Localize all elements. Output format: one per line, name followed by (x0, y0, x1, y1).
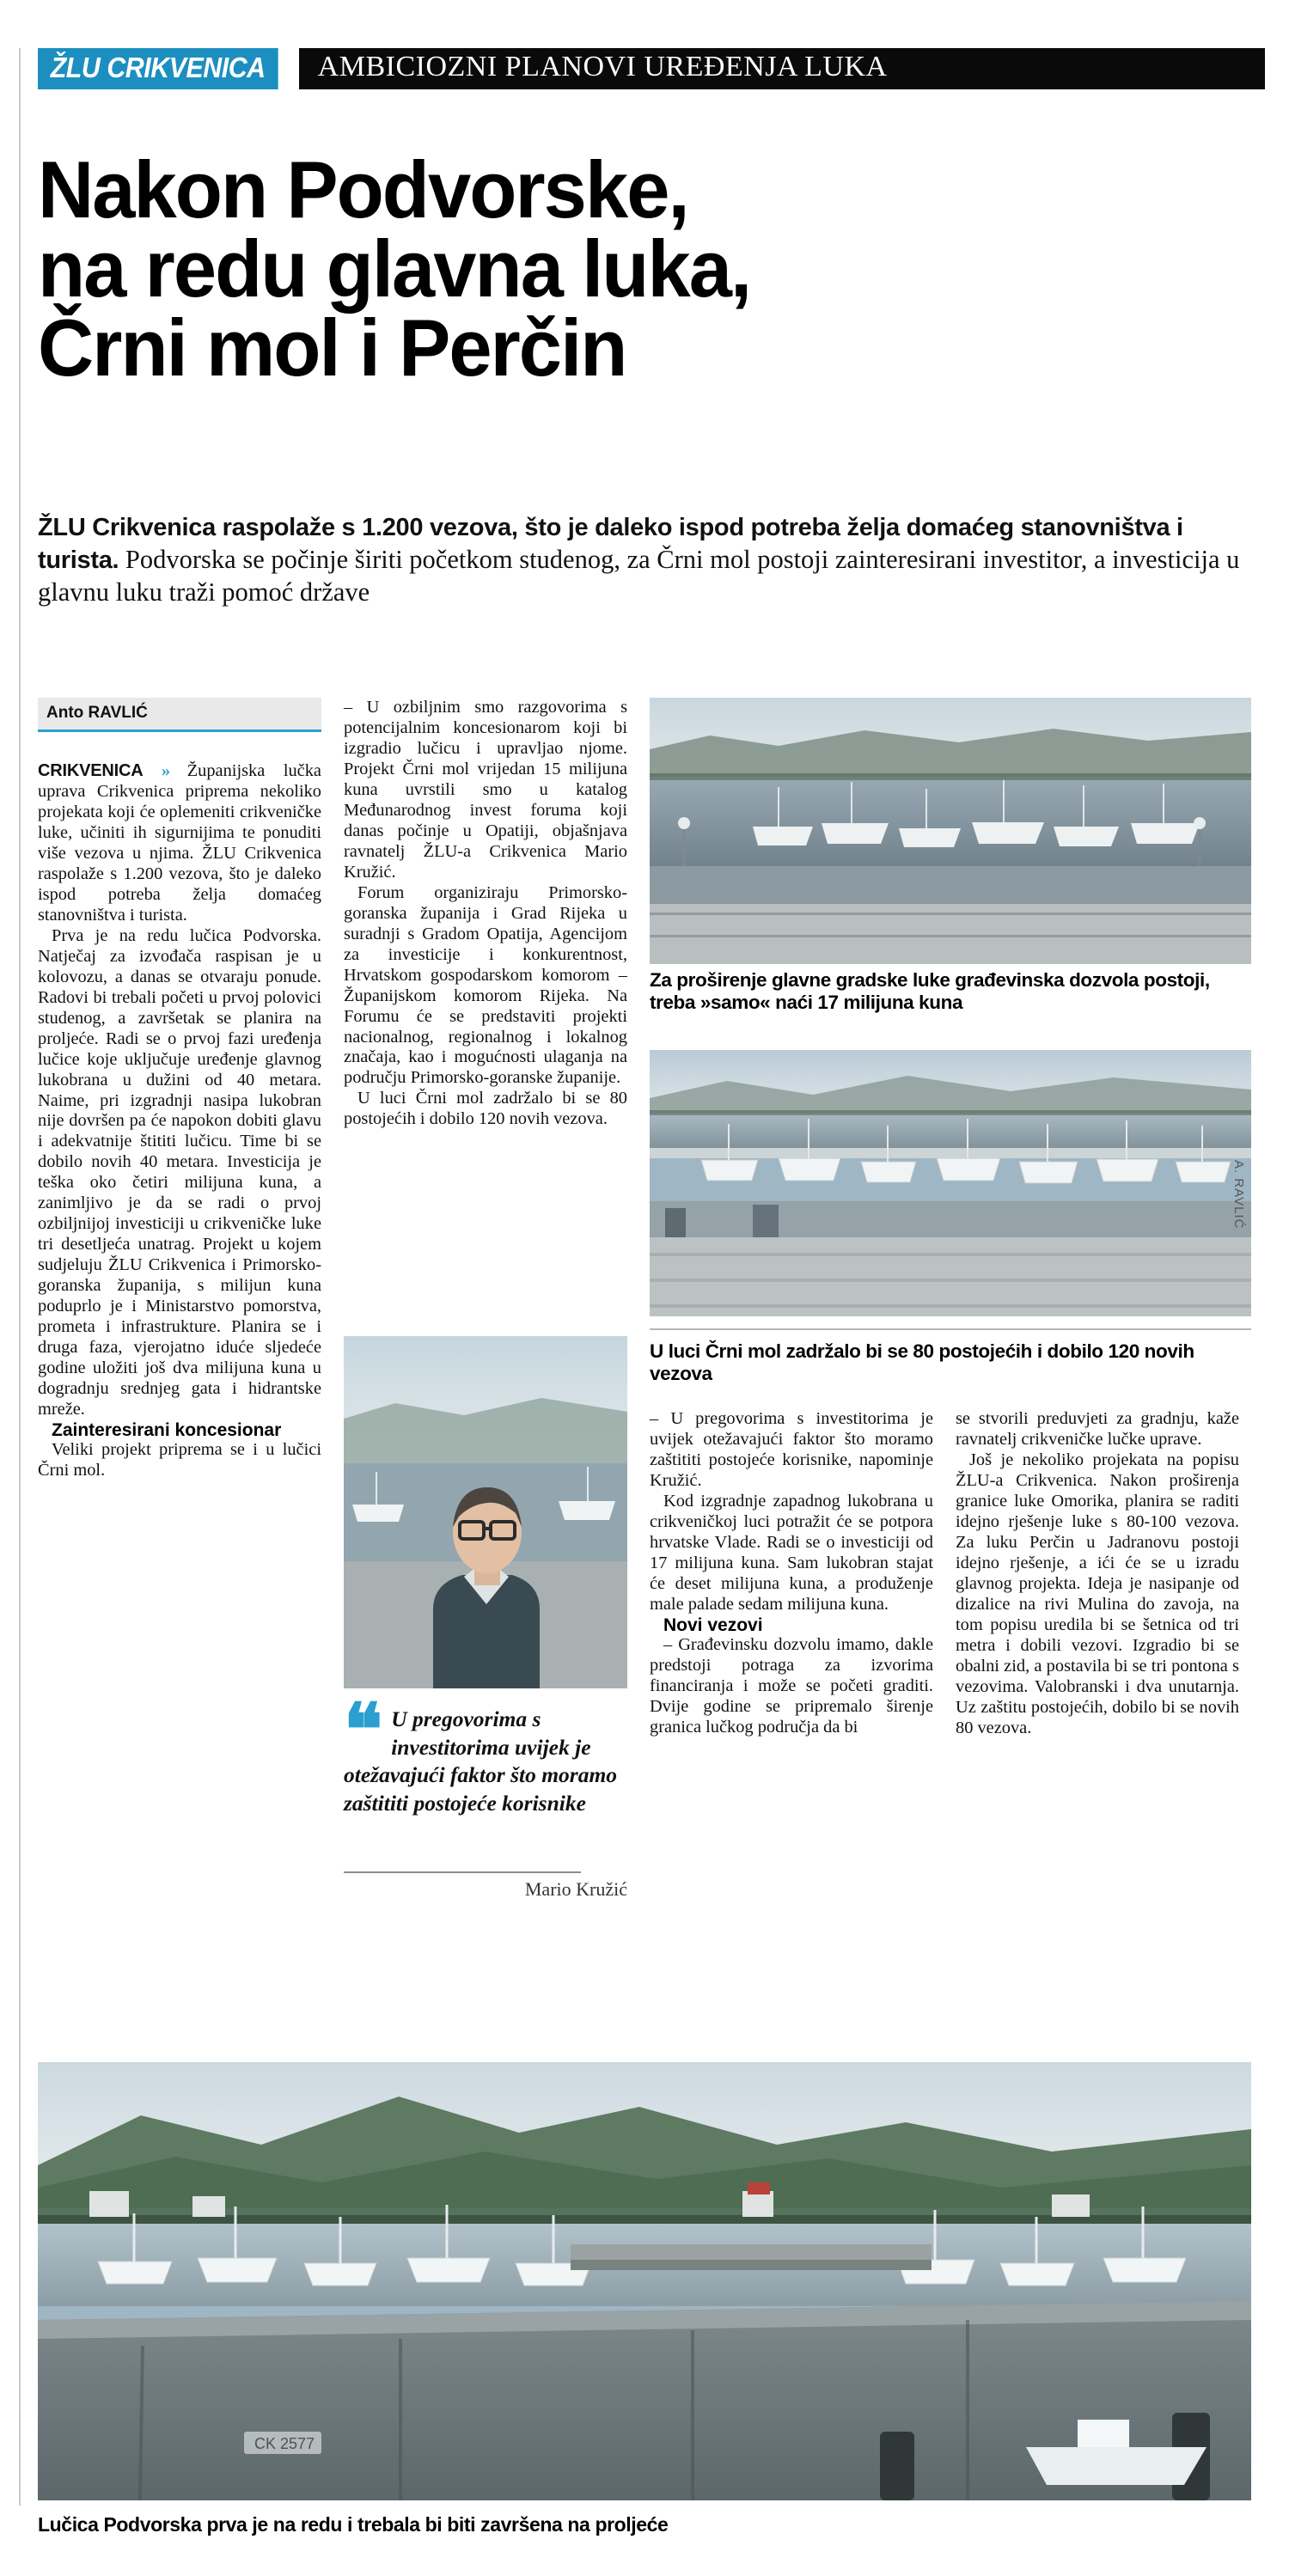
byline-rule (38, 729, 321, 732)
paragraph (956, 1409, 1239, 1450)
lead-paragraph (38, 511, 1263, 609)
kicker-bar (38, 48, 1265, 89)
photo-podvorska-wide (38, 2062, 1251, 2500)
photo-crni-mol-graphic (650, 1050, 1251, 1316)
paragraph-text: Županijska lučka uprava Crikvenica priprema nekoliko projekata koji će oplemeniti crikveničke luke, učiniti ih sigurnijima te ponuditi više vezova u njima. ŽLU Crikvenica raspolaže s 1.200 vezova, što je daleko ispod potreba želja domaćeg stanovništva i turista. (38, 761, 321, 925)
paragraph-text: Forum organiziraju Primorsko-goranska županija i Grad Rijeka u suradnji s Gradom Opatija, Agencijom za investicije i konkurentnost, Hrvatskom gospodarskom komorom – Županijskom komorom Rijeka. Na Forumu će se predstaviti projekti nacionalnog, regionalnog i lokalnog značaja, kao i mogućnosti ulaganja na području Primorsko-goranske županije. (344, 882, 627, 1088)
paragraph (650, 1635, 933, 1738)
svg-text:CK 2577: CK 2577 (254, 2435, 315, 2452)
photo-main-harbour-graphic (650, 698, 1251, 964)
byline-author: Anto RAVLIĆ (38, 698, 321, 729)
page-title (38, 143, 1255, 394)
headline-line-3: Črni mol i Perčin (38, 302, 626, 394)
caption-photo-1: Za proširenje glavne gradske luke građevinska dozvola postoji, treba »samo« naći 17 milijuna kuna (650, 969, 1210, 1014)
caption-rule-2 (650, 1328, 1251, 1330)
headline-line-2: na redu glavna luka, (38, 223, 751, 314)
body-column-4 (956, 1409, 1239, 1739)
photo-crni-mol-marina (650, 1050, 1251, 1316)
kicker-tag: ŽLU CRIKVENICA (38, 48, 278, 89)
quote-mark-icon: ❝ (344, 1691, 383, 1771)
pull-quote-text: U pregovorima s investitorima uvijek je otežavajući faktor što moramo zaštititi postojeće korisnike (344, 1706, 618, 1816)
page-left-rule (19, 48, 21, 2506)
headline-line-1: Nakon Podvorske, (38, 143, 688, 235)
paragraph (650, 1409, 933, 1492)
pull-quote (344, 1691, 627, 1818)
body-column-2 (344, 698, 627, 1130)
photo-main-harbour (650, 698, 1251, 964)
lead-bold: ŽLU Crikvenica raspolaže s 1.200 vezova, što je daleko ispod potreba želja domaćeg stanovništva i turista. (38, 514, 1183, 574)
paragraph-text: se stvorili preduvjeti za gradnju, kaže ravnatelj crikveničke lučke uprave. (956, 1409, 1239, 1449)
paragraph-text: Prva je na redu lučica Podvorska. Natječaj za izvođača raspisan je u kolovozu, a danas se otvaraju ponude. Radovi bi trebali početi u prvoj polovici studenog, a završetak se planira na proljeće. Radi se o prvoj fazi uređenja lučice koje uključuje uređenje glavnog lukobrana u dužini od 40 metara. Naime, pri izgradnji nasipa lukobran nije dovršen pa će napokon dobiti glavu i adekvatnije štititi lučicu. Time bi se dobilo novih 40 metara. Investicija je teška oko četiri milijuna kuna, a zanimljivo je da se radi o prvoj ozbiljnijoj investiciji u crikveničke luke tri desetljeća unatrag. Projekt u kojem sudjeluju ŽLU Crikvenica i Primorsko-goranska županija, s milijun kuna poduprlo je i Ministarstvo pomorstva, prometa i infrastrukture. Planira se i druga faza, vjerojatno iduće sljedeće godine uložiti još dva milijuna kuna u dogradnju srednjeg gata i hidrantske mreže. (38, 925, 321, 1419)
photo-podvorska-graphic (38, 2062, 1251, 2500)
dateline: CRIKVENICA (38, 761, 144, 780)
kicker-section: AMBICIOZNI PLANOVI UREĐENJA LUKA (299, 48, 1265, 89)
paragraph-text: – U pregovorima s investitorima je uvijek otežavajući faktor što moramo zaštititi postojeće korisnike, napominje Kružić. (650, 1409, 933, 1490)
pull-quote-rule (344, 1871, 581, 1873)
photo-credit: A. RAVLIĆ (1231, 1160, 1246, 1230)
paragraph-text: U luci Črni mol zadržalo bi se 80 postojećih i dobilo 120 novih vezova. (344, 1089, 627, 1129)
caption-photo-4: Lučica Podvorska prva je na redu i trebala bi biti završena na proljeće (38, 2513, 669, 2536)
paragraph (344, 1089, 627, 1130)
paragraph (38, 1440, 321, 1481)
paragraph (344, 883, 627, 1090)
paragraph-text: – U ozbiljnim smo razgovorima s potencijalnim koncesionarom koji bi izgradio lučicu i upravljao njome. Projekt Črni mol vrijedan 15 milijuna kuna uvrstili smo u katalog Međunarodnog invest foruma koji danas počinje u Opatiji, objašnjava ravnatelj ŽLU-a Crikvenica Mario Kružić. (344, 698, 627, 882)
paragraph (956, 1450, 1239, 1739)
lead-rest: Podvorska se počinje širiti početkom studenog, za Črni mol postoji zainteresirani investitor, a investicija u glavnu luku traži pomoć države (38, 544, 1240, 607)
paragraph-text: Još je nekoliko projekata na popisu ŽLU-a Crikvenica. Nakon proširenja granice luke Omorika, planira se raditi idejno rješenje luke s 80-100 vezova. Za luku Perčin u Jadranovu postoji idejno rješenje, a ići će se u izradu glavnog projekta. Ideja je nasipanje od dizalice na rivi Mulina do zavoja, na tom popisu uredila bi se šetnica od tri metra i dobili vezovi. Izgradio bi se obalni zid, a postavila bi se tri pontona s vezovima. Valobranski i dva unutarnja. Uz zaštitu postojećih, dobilo bi se novih 80 vezova. (956, 1450, 1239, 1737)
paragraph (38, 761, 321, 926)
body-column-1 (38, 761, 321, 1481)
photo-portrait-graphic (344, 1336, 627, 1688)
paragraph (38, 926, 321, 1420)
caption-photo-2: U luci Črni mol zadržalo bi se 80 postojećih i dobilo 120 novih vezova (650, 1340, 1194, 1385)
paragraph (650, 1492, 933, 1615)
byline (38, 698, 321, 732)
paragraph-text: Kod izgradnje zapadnog lukobrana u crikveničkoj luci potražit će se potpora hrvatske Vlade. Radi se o investiciji od 17 milijuna kuna. Sam lukobran stajat će deset milijuna kuna, a produženje male palade sedam milijuna kuna. (650, 1491, 933, 1614)
paragraph (344, 698, 627, 883)
body-column-3 (650, 1409, 933, 1738)
photo-portrait-kruzic (344, 1336, 627, 1688)
pull-quote-attribution: Mario Kružić (524, 1878, 627, 1900)
subheading: Zainteresirani koncesionar (52, 1420, 282, 1440)
paragraph-text: Veliki projekt priprema se i u lučici Črni mol. (38, 1440, 321, 1480)
arrow-icon: » (161, 761, 169, 780)
subheading: Novi vezovi (663, 1615, 763, 1635)
paragraph-text: – Građevinsku dozvolu imamo, dakle predstoji potraga za izvorima financiranja i može se početi graditi. Dvije godine se pripremalo širenje granica lučkog područja da bi (650, 1634, 933, 1737)
